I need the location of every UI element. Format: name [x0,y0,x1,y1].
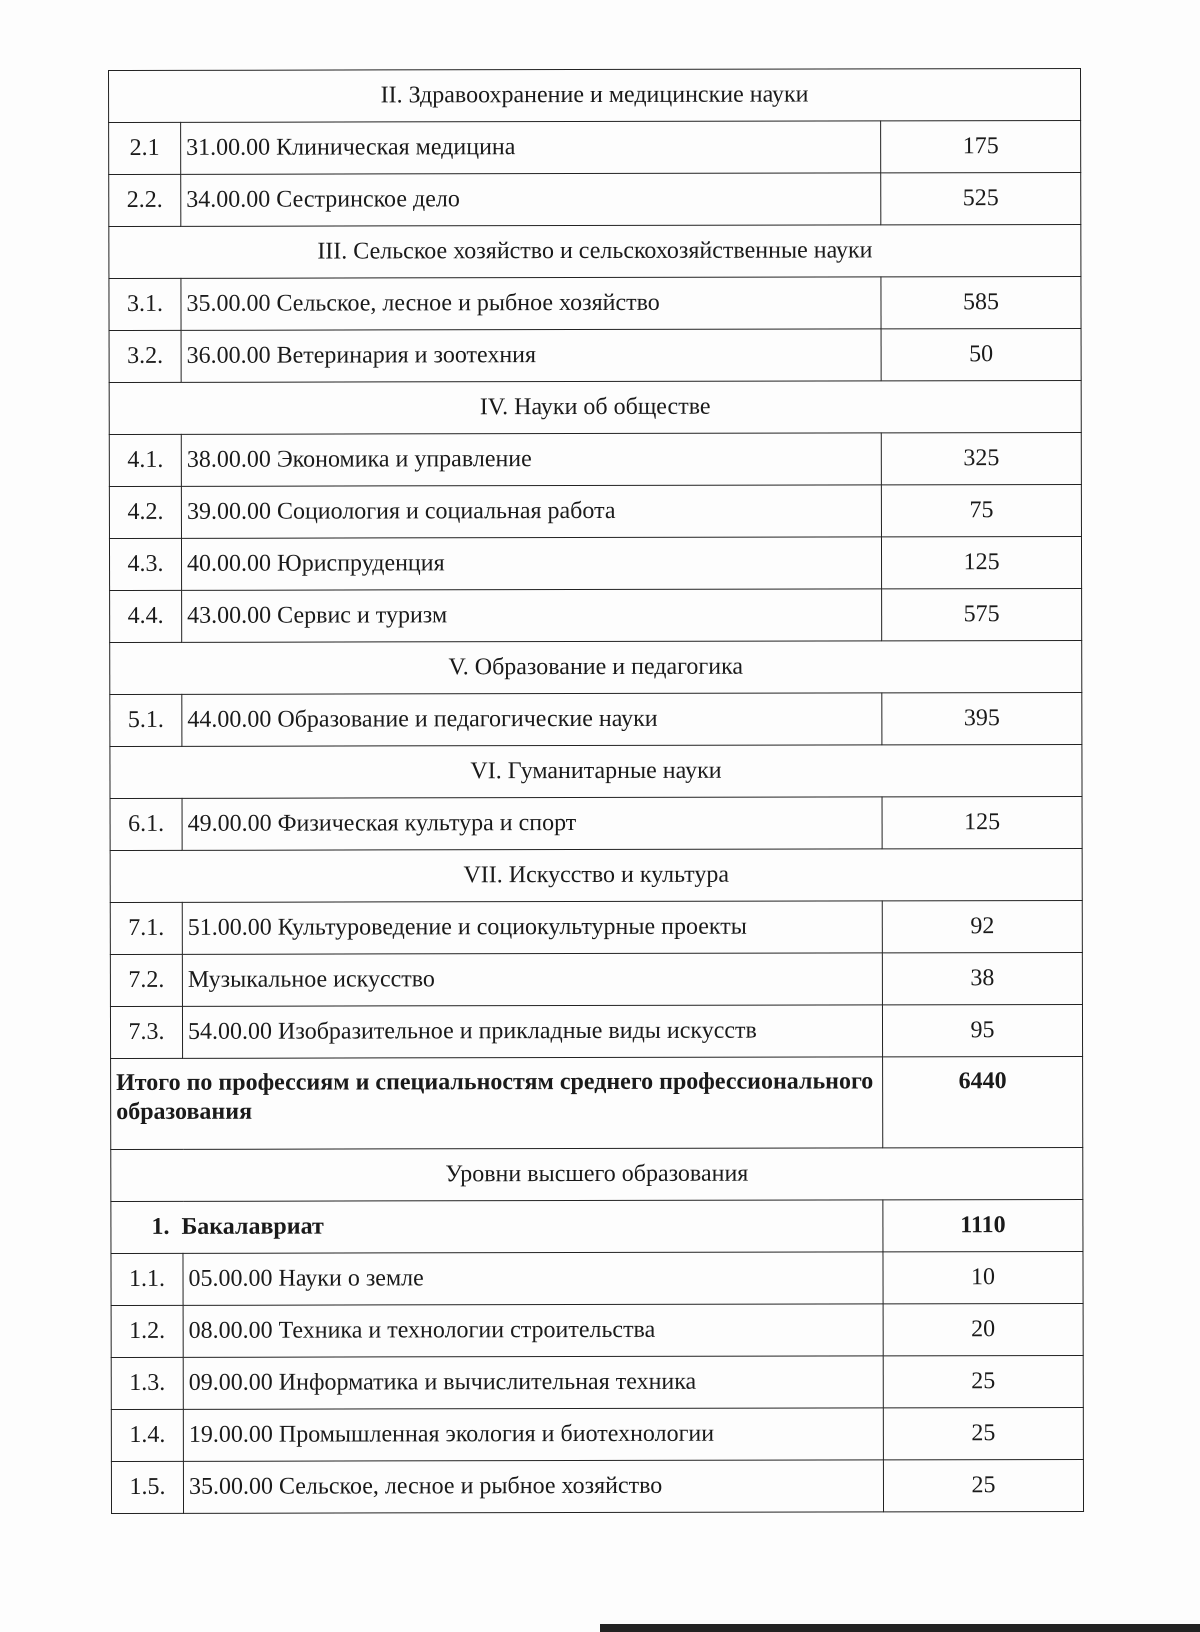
level-number: 1. [151,1213,170,1241]
row-value: 20 [883,1303,1083,1355]
row-value: 585 [881,276,1081,328]
total-row [111,1056,1083,1149]
table-row [111,1303,1083,1357]
section-title: V. Образование и педагогика [110,640,1082,694]
row-name: 40.00.00 Юриспруденция [181,537,881,590]
section-header-row [111,1147,1083,1201]
total-label: Итого по профессиям и специальностям среднего профессионального образования [111,1057,883,1150]
row-name: 39.00.00 Социология и социальная работа [181,485,881,538]
table-row [109,432,1081,486]
row-value: 575 [882,588,1082,640]
row-number: 1.3. [111,1357,183,1409]
row-name: 05.00.00 Науки о земле [183,1252,883,1305]
row-name: 35.00.00 Сельское, лесное и рыбное хозяйство [181,277,881,330]
row-number: 2.1 [109,122,181,174]
row-value: 95 [882,1004,1082,1056]
section-header-row [110,744,1082,798]
level-label [111,1200,883,1254]
higher-education-title: Уровни высшего образования [111,1147,1083,1201]
row-number: 7.2. [110,954,182,1006]
table-row [110,952,1082,1006]
row-value: 38 [882,952,1082,1004]
row-number: 1.5. [111,1461,183,1513]
row-number: 6.1. [110,798,182,850]
section-header-row [109,68,1081,122]
table-row [111,1459,1083,1513]
row-value: 50 [881,328,1081,380]
section-title: IV. Науки об обществе [109,380,1081,434]
row-number: 4.4. [110,590,182,642]
section-title: II. Здравоохранение и медицинские науки [109,68,1081,122]
section-header-row [109,224,1081,278]
row-name: Музыкальное искусство [182,953,882,1006]
table-row [110,900,1082,954]
total-value: 6440 [883,1056,1083,1147]
row-number: 1.1. [111,1253,183,1305]
row-name: 38.00.00 Экономика и управление [181,433,881,486]
row-name: 08.00.00 Техника и технологии строительства [183,1304,883,1357]
section-header-row [110,640,1082,694]
row-number: 4.3. [109,538,181,590]
row-value: 395 [882,692,1082,744]
row-value: 75 [881,484,1081,536]
scan-edge-bar [600,1624,1200,1632]
row-name: 54.00.00 Изобразительное и прикладные виды искусств [182,1005,882,1058]
level-name: Бакалавриат [181,1213,324,1240]
row-number: 1.2. [111,1305,183,1357]
section-header-row [109,380,1081,434]
row-value: 525 [881,172,1081,224]
section-title: III. Сельское хозяйство и сельскохозяйственные науки [109,224,1081,278]
row-number: 7.3. [110,1006,182,1058]
table-row [109,484,1081,538]
section-header-row [110,848,1082,902]
table-row [109,276,1081,330]
row-number: 2.2. [109,174,181,226]
row-value: 25 [883,1459,1083,1511]
row-name: 43.00.00 Сервис и туризм [182,589,882,642]
level-value: 1110 [883,1199,1083,1251]
row-name: 51.00.00 Культуроведение и социокультурные проекты [182,901,882,954]
section-title: VI. Гуманитарные науки [110,744,1082,798]
row-name: 35.00.00 Сельское, лесное и рыбное хозяйство [183,1460,883,1513]
education-table [108,68,1084,1514]
row-name: 49.00.00 Физическая культура и спорт [182,797,882,850]
row-name: 36.00.00 Ветеринария и зоотехния [181,329,881,382]
row-value: 25 [883,1407,1083,1459]
row-value: 25 [883,1355,1083,1407]
table-row [109,120,1081,174]
row-name: 34.00.00 Сестринское дело [181,173,881,226]
row-number: 5.1. [110,694,182,746]
row-number: 3.2. [109,330,181,382]
row-name: 09.00.00 Информатика и вычислительная техника [183,1356,883,1409]
table-row [110,588,1082,642]
row-value: 92 [882,900,1082,952]
row-number: 3.1. [109,278,181,330]
row-value: 175 [881,120,1081,172]
row-name: 19.00.00 Промышленная экология и биотехнологии [183,1408,883,1461]
row-number: 4.2. [109,486,181,538]
table-row [110,1004,1082,1058]
level-row [111,1199,1083,1253]
row-number: 4.1. [109,434,181,486]
row-number: 7.1. [110,902,182,954]
table-row [109,328,1081,382]
row-value: 325 [881,432,1081,484]
table-row [110,796,1082,850]
table-body [109,68,1084,1513]
table-row [109,536,1081,590]
table-row [111,1251,1083,1305]
row-name: 31.00.00 Клиническая медицина [181,121,881,174]
row-value: 125 [882,796,1082,848]
row-value: 10 [883,1251,1083,1303]
table-row [111,1407,1083,1461]
row-name: 44.00.00 Образование и педагогические науки [182,693,882,746]
row-number: 1.4. [111,1409,183,1461]
table-row [110,692,1082,746]
section-title: VII. Искусство и культура [110,848,1082,902]
row-value: 125 [881,536,1081,588]
table-row [111,1355,1083,1409]
table-row [109,172,1081,226]
